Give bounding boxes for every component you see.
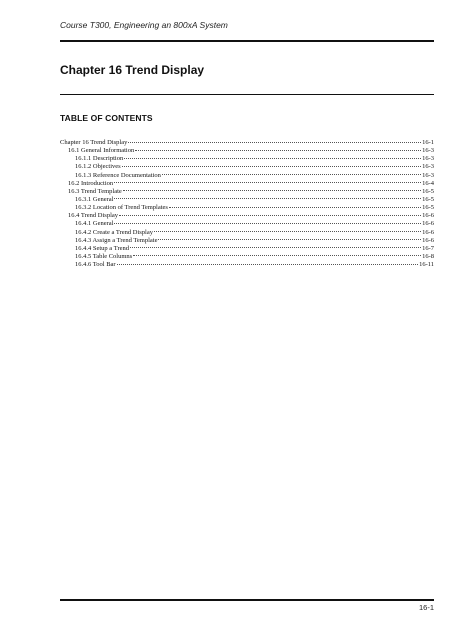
toc-entry-label: 16.4 Trend Display: [68, 212, 119, 220]
toc-entry-page: 16-4: [422, 179, 434, 187]
course-header: Course T300, Engineering an 800xA System: [60, 20, 228, 30]
toc-dot-leader: [114, 182, 421, 183]
toc-entry-page: 16-8: [422, 252, 434, 260]
toc-dot-leader: [154, 231, 421, 232]
toc-entry-page: 16-3: [422, 155, 434, 163]
toc-entry-label: 16.4.2 Create a Trend Display: [75, 228, 153, 236]
toc-entry-label: 16.1.1 Description: [75, 155, 124, 163]
toc-entry[interactable]: [60, 163, 434, 171]
chapter-title: Chapter 16 Trend Display: [60, 63, 205, 77]
toc-dot-leader: [130, 247, 421, 248]
toc-entry-label: 16.3.2 Location of Trend Templates: [75, 204, 168, 212]
toc-entry[interactable]: [60, 245, 434, 253]
toc-entry-page: 16-6: [422, 228, 434, 236]
toc-dot-leader: [123, 190, 421, 191]
toc-entry[interactable]: [60, 212, 434, 220]
toc-entry-label: 16.4.3 Assign a Trend Template: [75, 236, 158, 244]
toc-dot-leader: [135, 150, 421, 151]
toc-entry-page: 16-6: [422, 220, 434, 228]
toc-entry-page: 16-6: [422, 212, 434, 220]
toc-dot-leader: [162, 174, 421, 175]
toc-entry-label: 16.3.1 General: [75, 195, 114, 203]
toc-entry[interactable]: [60, 139, 434, 147]
toc-dot-leader: [169, 207, 421, 208]
toc-entry-label: Chapter 16 Trend Display: [60, 139, 128, 146]
toc-dot-leader: [128, 142, 421, 143]
toc-entry[interactable]: [60, 204, 434, 212]
toc-entry[interactable]: [60, 155, 434, 163]
toc-entry-page: 16-6: [422, 236, 434, 244]
toc-entry[interactable]: [60, 229, 434, 237]
toc-dot-leader: [114, 198, 421, 199]
toc-dot-leader: [119, 215, 421, 216]
toc-entry-page: 16-5: [422, 195, 434, 203]
toc-entry[interactable]: [60, 172, 434, 180]
toc-dot-leader: [114, 223, 421, 224]
toc-entry[interactable]: [60, 220, 434, 228]
toc-entry[interactable]: [60, 180, 434, 188]
toc-entry-label: 16.4.6 Tool Bar: [75, 261, 116, 269]
header-rule: [60, 40, 434, 42]
toc-entry-page: 16-1: [422, 139, 434, 146]
toc-entry-label: 16.4.5 Table Columns: [75, 252, 133, 260]
toc-entry-page: 16-11: [419, 261, 434, 269]
toc-dot-leader: [133, 255, 421, 256]
toc-heading: TABLE OF CONTENTS: [60, 113, 153, 123]
toc-entry[interactable]: [60, 188, 434, 196]
toc-entry-label: 16.2 Introduction: [68, 179, 114, 187]
toc-entry-label: 16.1 General Information: [68, 147, 135, 155]
toc-dot-leader: [124, 158, 421, 159]
toc-entry-page: 16-5: [422, 204, 434, 212]
toc-dot-leader: [117, 264, 418, 265]
title-rule: [60, 94, 434, 95]
footer-rule: [60, 599, 434, 601]
toc-entry-page: 16-7: [422, 244, 434, 252]
toc-entry-label: 16.1.3 Reference Documentation: [75, 171, 161, 179]
toc-entry-page: 16-3: [422, 147, 434, 155]
toc-entry-label: 16.4.4 Setup a Trend: [75, 244, 129, 252]
toc-entry-page: 16-5: [422, 187, 434, 195]
toc-entry-label: 16.1.2 Objectives: [75, 163, 121, 171]
toc-entry[interactable]: [60, 261, 434, 269]
toc-entry-label: 16.3 Trend Template: [68, 187, 122, 195]
toc-entry-page: 16-3: [422, 163, 434, 171]
toc-entry[interactable]: [60, 237, 434, 245]
page-number: 16-1: [418, 603, 434, 612]
toc-dot-leader: [158, 239, 421, 240]
toc-dot-leader: [122, 166, 421, 167]
toc-entry[interactable]: [60, 147, 434, 155]
toc-entry-page: 16-3: [422, 171, 434, 179]
toc-entry-label: 16.4.1 General: [75, 220, 114, 228]
toc-entry[interactable]: [60, 253, 434, 261]
table-of-contents: [60, 139, 434, 269]
toc-entry[interactable]: [60, 196, 434, 204]
